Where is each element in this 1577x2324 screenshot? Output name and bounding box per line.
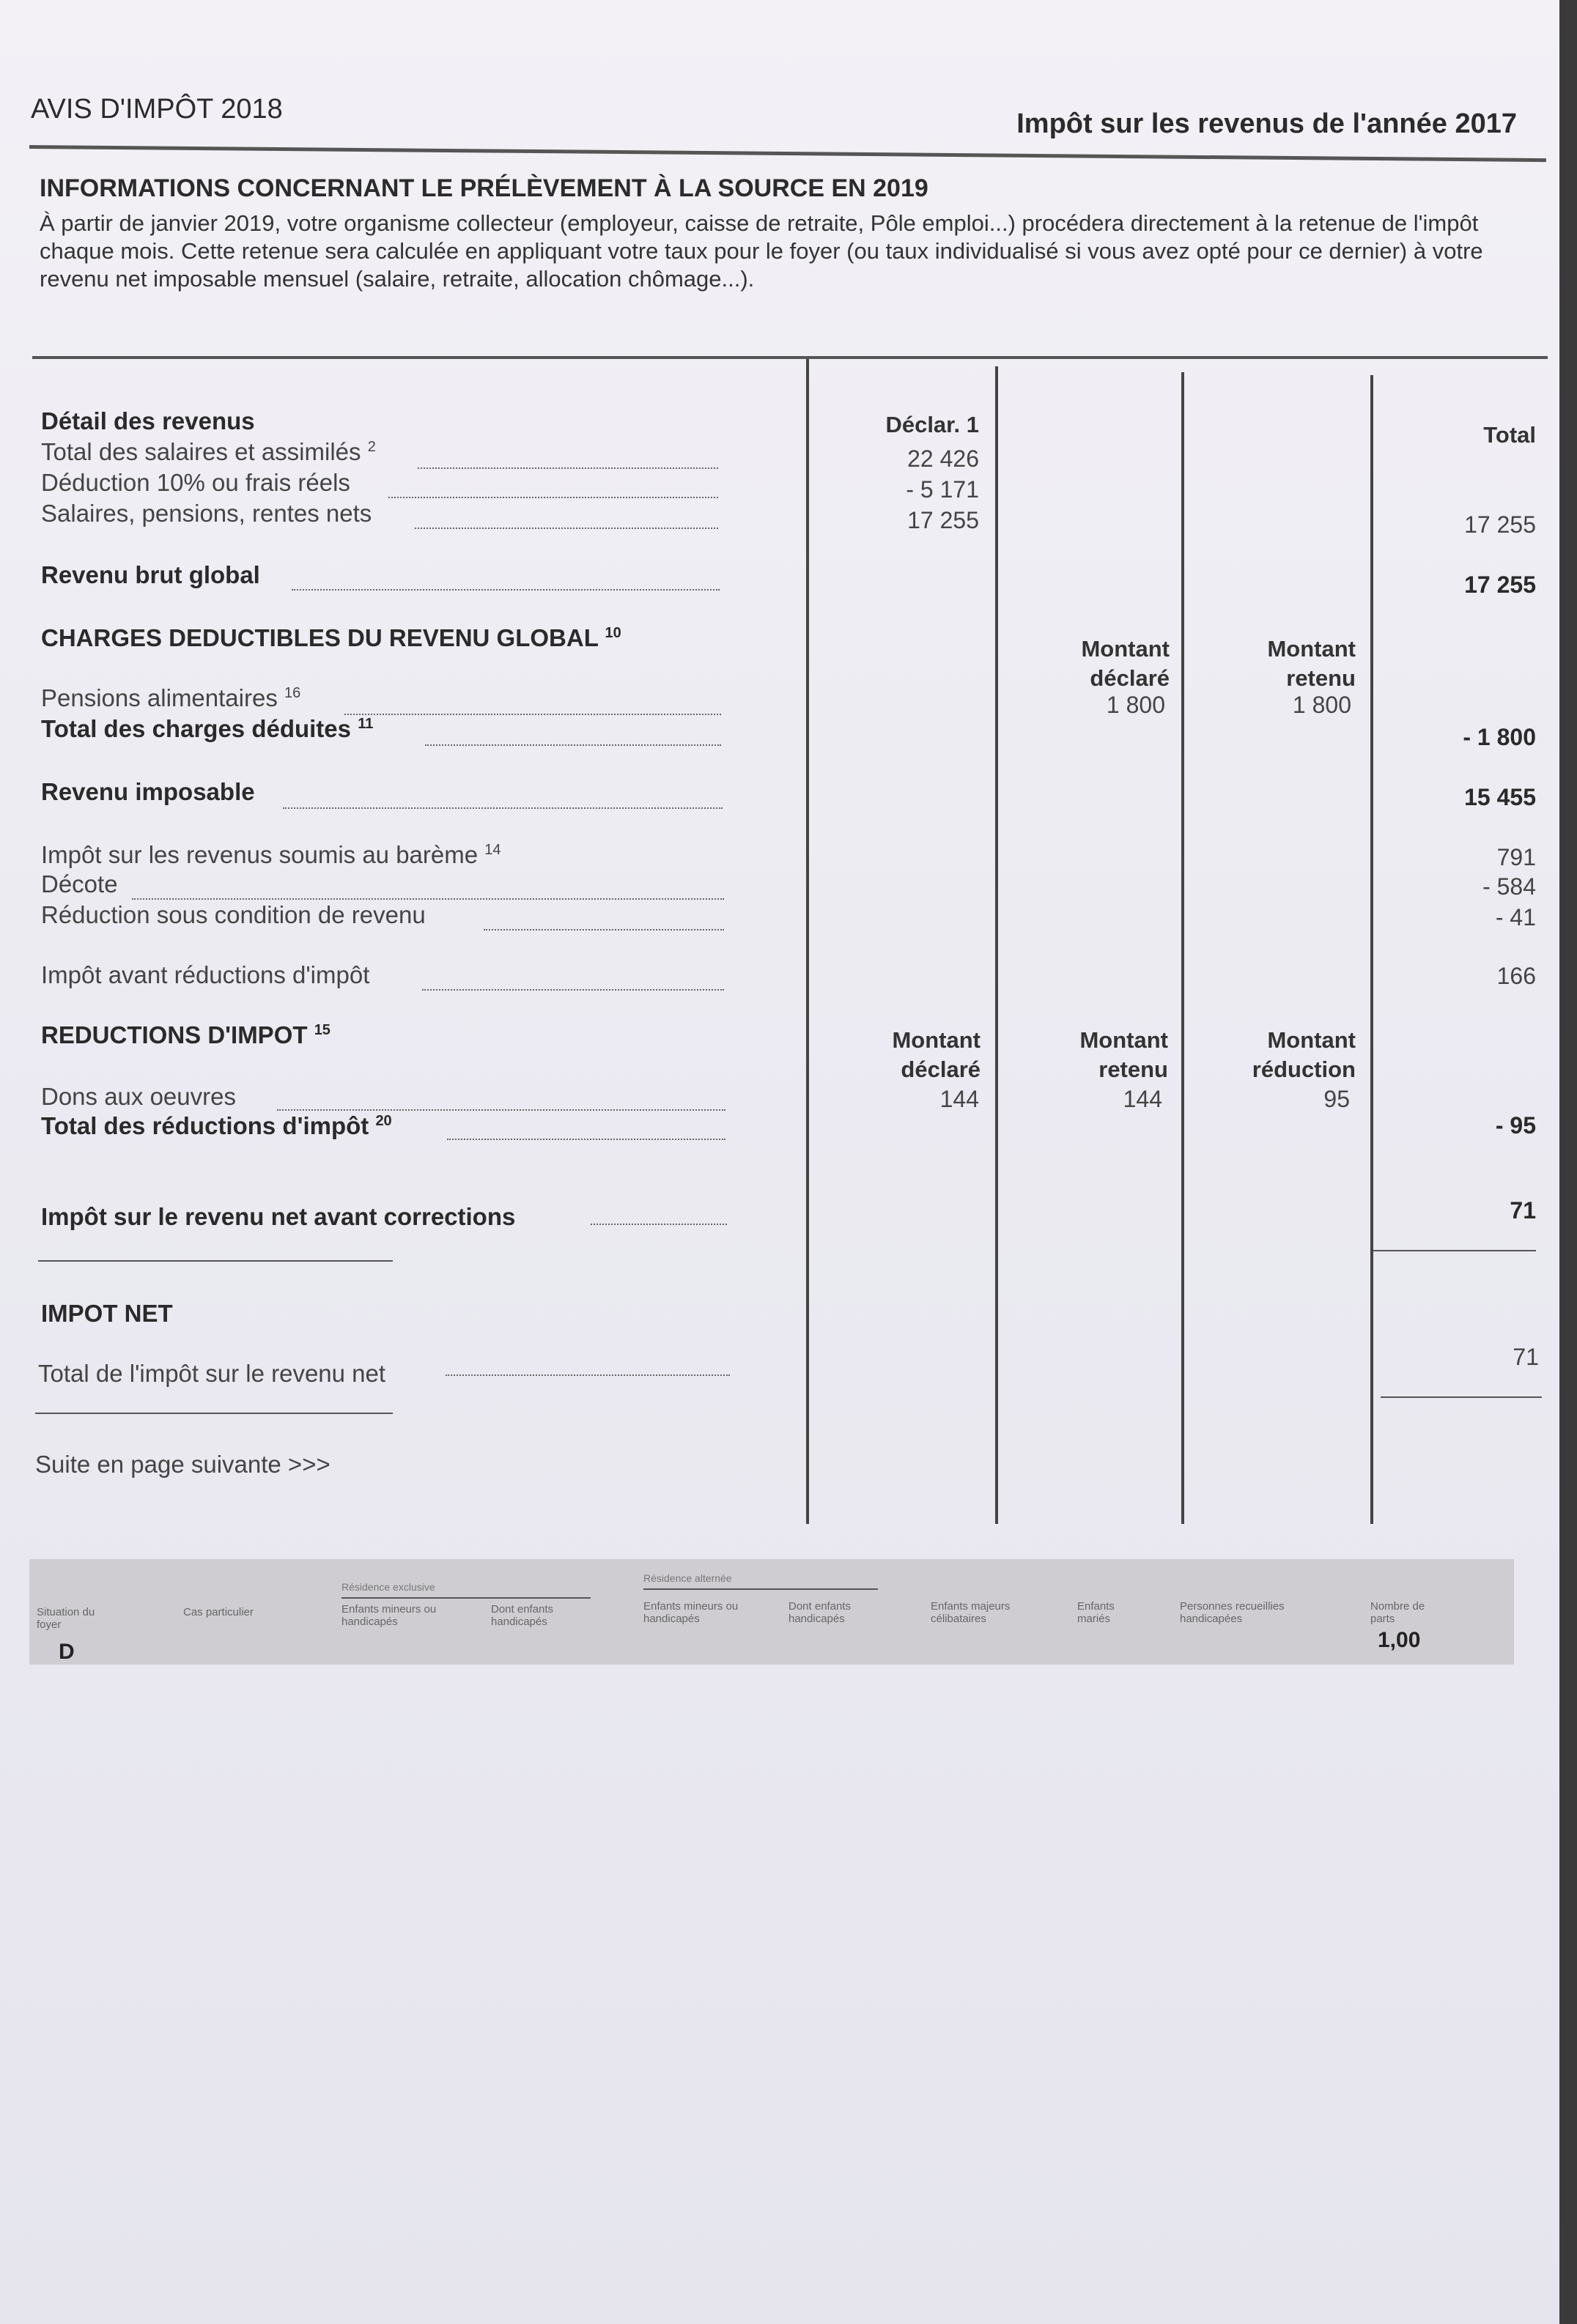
charges-section-title: CHARGES DEDUCTIBLES DU REVENU GLOBAL $^{10}$: [41, 624, 621, 651]
personnes-recueillies-label: Personnes recueillies handicapées: [1180, 1600, 1285, 1625]
leader-dots: [422, 989, 724, 991]
cas-particulier-label: Cas particulier: [183, 1606, 254, 1618]
withholding-info-title: INFORMATIONS CONCERNANT LE PRÉLÈVEMENT À LA SOURCE EN 2019: [40, 174, 928, 202]
reductions-retained-header: Montant retenu: [1079, 1027, 1168, 1082]
dont-handicapes-excl-label: Dont enfants handicapés: [491, 1603, 554, 1628]
household-situation-band: [29, 1559, 1514, 1665]
leader-dots: [388, 497, 718, 498]
enfants-mineurs-alt-label: Enfants mineurs ou handicapés: [643, 1600, 739, 1625]
total-column-header: Total: [1483, 422, 1536, 448]
row-label-imposable: Revenu imposable: [41, 778, 255, 805]
band-rule: [341, 1597, 591, 1599]
charges-retained-header: Montant retenu: [1267, 636, 1356, 691]
column-divider-2: [995, 366, 998, 1524]
situation-label: Situation du foyer: [37, 1606, 95, 1631]
total-charges-total: - 1 800: [1463, 724, 1536, 750]
notice-title: AVIS D'IMPÔT 2018: [31, 94, 283, 125]
impot-net-title: IMPOT NET: [41, 1300, 173, 1327]
row-label-deduction: Déduction 10% ou frais réels: [41, 469, 350, 496]
dons-retained: 144: [1123, 1086, 1162, 1112]
row-label-salaires: Total des salaires et assimilés $^2$: [41, 438, 376, 465]
total-underline: [1373, 1250, 1536, 1251]
dons-reduction: 95: [1323, 1086, 1350, 1112]
salaires-declar: 22 426: [907, 445, 979, 472]
reductions-declared-header: Montant déclaré: [892, 1027, 980, 1082]
enfants-maries-label: Enfants mariés: [1077, 1600, 1115, 1625]
leader-dots: [277, 1109, 725, 1111]
column-divider-4: [1370, 375, 1373, 1524]
row-label-net-avant: Impôt sur le revenu net avant corrections: [41, 1203, 516, 1230]
row-label-reduction-cond: Réduction sous condition de revenu: [41, 901, 426, 928]
row-label-dons: Dons aux oeuvres: [41, 1083, 236, 1110]
residence-alternee-label: Résidence alternée: [643, 1572, 732, 1584]
enfants-mineurs-excl-label: Enfants mineurs ou handicapés: [341, 1603, 437, 1628]
underline: [35, 1413, 393, 1414]
row-label-brut-global: Revenu brut global: [41, 561, 260, 588]
band-rule: [643, 1588, 878, 1590]
nombre-parts-value: 1,00: [1378, 1628, 1421, 1652]
row-label-avant-reductions: Impôt avant réductions d'impôt: [41, 961, 370, 988]
leader-dots: [425, 744, 721, 746]
enfants-majeurs-label: Enfants majeurs célibataires: [931, 1600, 1011, 1625]
leader-dots: [591, 1224, 727, 1225]
leader-dots: [484, 929, 724, 930]
leader-dots: [344, 714, 721, 715]
nombre-parts-label: Nombre de parts: [1370, 1600, 1425, 1625]
reductions-amount-header: Montant réduction: [1252, 1027, 1356, 1082]
leader-dots: [446, 1374, 730, 1376]
row-label-nets: Salaires, pensions, rentes nets: [41, 500, 372, 527]
charges-declared-header: Montant déclaré: [1081, 636, 1170, 691]
underline: [38, 1260, 393, 1262]
row-label-total-net: Total de l'impôt sur le revenu net: [38, 1360, 386, 1387]
dons-declared: 144: [939, 1086, 979, 1112]
avant-reductions-total: 166: [1496, 963, 1536, 989]
nets-total: 17 255: [1464, 511, 1536, 538]
income-detail-title: Détail des revenus: [41, 407, 255, 434]
reduction-cond-total: - 41: [1495, 904, 1536, 930]
leader-dots: [447, 1139, 725, 1140]
bareme-total: 791: [1496, 844, 1536, 870]
net-avant-total: 71: [1510, 1197, 1536, 1224]
reductions-section-title: REDUCTIONS D'IMPOT $^{15}$: [41, 1021, 330, 1048]
income-year-title: Impôt sur les revenus de l'année 2017: [1016, 108, 1517, 139]
column-divider-1: [806, 359, 809, 1524]
pensions-declared: 1 800: [1106, 692, 1165, 718]
situation-value: D: [59, 1640, 75, 1664]
table-top-rule: [32, 356, 1548, 359]
total-net-total: 71: [1513, 1344, 1539, 1370]
total-underline: [1381, 1396, 1542, 1398]
total-reductions-total: - 95: [1495, 1112, 1536, 1139]
imposable-total: 15 455: [1464, 784, 1536, 810]
row-label-decote: Décote: [41, 870, 118, 898]
nets-declar: 17 255: [907, 507, 979, 533]
row-label-pensions: Pensions alimentaires $^{16}$: [41, 684, 301, 711]
leader-dots: [283, 807, 723, 809]
pensions-retained: 1 800: [1292, 692, 1351, 718]
residence-exclusive-label: Résidence exclusive: [341, 1581, 435, 1593]
column-divider-3: [1181, 372, 1184, 1524]
continue-next-page: Suite en page suivante >>>: [35, 1451, 330, 1478]
deduction-declar: - 5 171: [906, 476, 979, 503]
leader-dots: [415, 528, 718, 529]
header-rule: [29, 145, 1546, 162]
row-label-total-reductions: Total des réductions d'impôt $^{20}$: [41, 1112, 392, 1139]
leader-dots: [292, 589, 720, 591]
brut-global-total: 17 255: [1464, 571, 1536, 598]
declar-column-header: Déclar. 1: [885, 412, 979, 437]
row-label-total-charges: Total des charges déduites $^{11}$: [41, 715, 374, 742]
leader-dots: [132, 898, 724, 900]
withholding-info-text: À partir de janvier 2019, votre organisme collecteur (employeur, caisse de retraite, Pôle emploi...) procédera directement à la retenue de l'impôt chaque mois. Cette retenue sera calculée en appliquant votre taux pour le foyer (ou taux individualisé si vous avez opté pour ce dernier) à votre revenu net imposable mensuel (salaire, retraite, allocation chômage...).: [40, 210, 1483, 292]
row-label-bareme: Impôt sur les revenus soumis au barème $^{14}$: [41, 841, 501, 868]
decote-total: - 584: [1482, 873, 1536, 900]
leader-dots: [418, 467, 718, 469]
dont-handicapes-alt-label: Dont enfants handicapés: [788, 1600, 852, 1625]
